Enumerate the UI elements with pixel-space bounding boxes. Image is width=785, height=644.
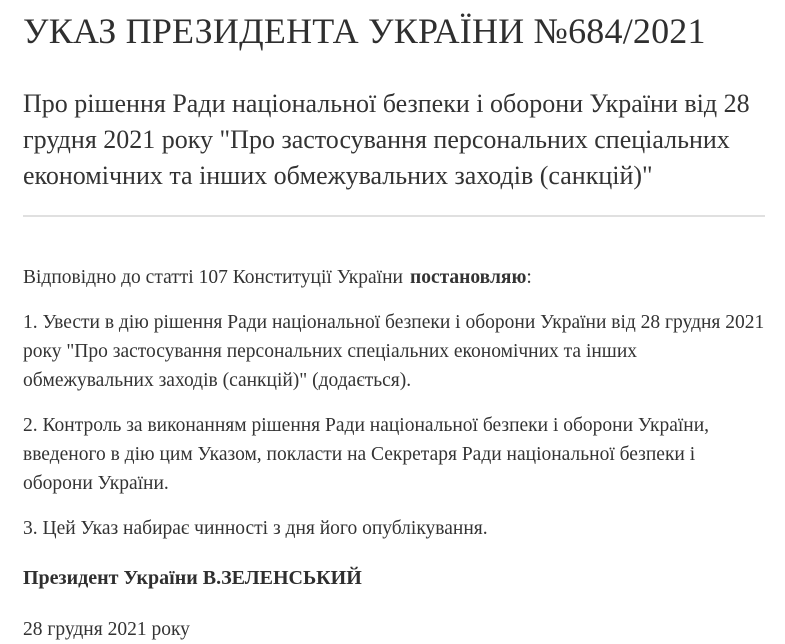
section-divider — [23, 215, 765, 217]
decree-paragraph-2: 2. Контроль за виконанням рішення Ради національної безпеки і оборони України, введеного в дію цим Указом, покласти на Секретаря Ради національної безпеки і оборони України. — [23, 415, 710, 495]
intro-text: Відповідно до статті 107 Конституції України — [23, 267, 403, 289]
decree-subtitle: Про рішення Ради національної безпеки і оборони України від 28 грудня 2021 року "Про застосування персональних спеціальних економічних та інших обмежувальних заходів (санкцій)" — [23, 89, 750, 191]
decree-paragraph-1: 1. Увести в дію рішення Ради національної безпеки і оборони України від 28 грудня 2021 року "Про застосування персональних спеціальних економічних та інших обмежувальних заходів (санкцій)" (додається). — [23, 312, 765, 392]
intro-keyword: постановляю — [409, 267, 527, 289]
intro-line — [23, 263, 767, 292]
decree-title: УКАЗ ПРЕЗИДЕНТА УКРАЇНИ №684/2021 — [23, 11, 706, 51]
date-line: 28 грудня 2021 року — [23, 619, 190, 641]
intro-colon: : — [526, 267, 532, 289]
signature-line: Президент України В.ЗЕЛЕНСЬКИЙ — [23, 567, 362, 590]
decree-paragraph-3: 3. Цей Указ набирає чинності з дня його опублікування. — [23, 518, 488, 540]
